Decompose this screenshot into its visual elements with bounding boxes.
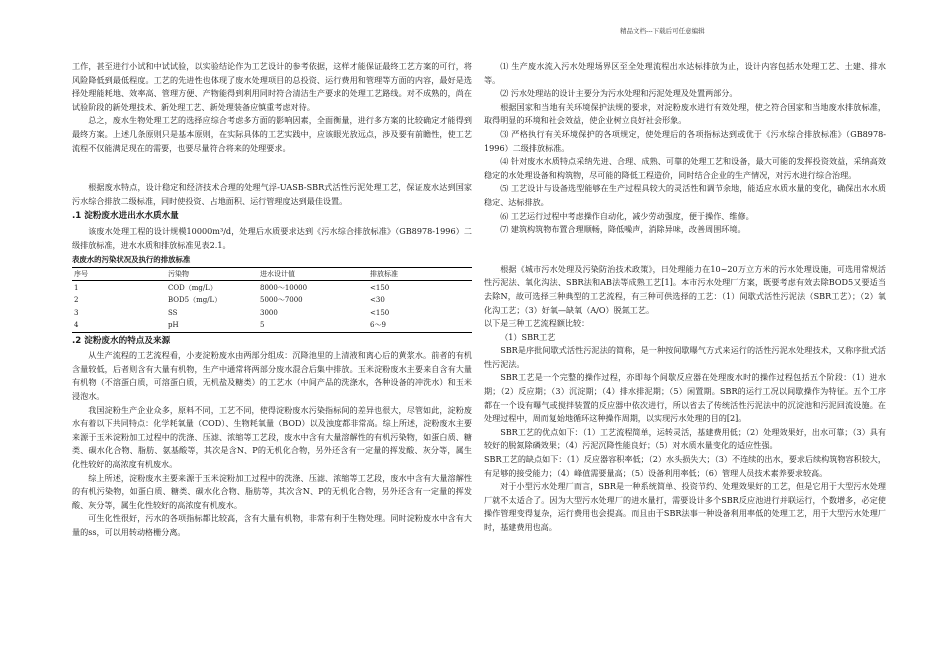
paragraph: ⑴ 生产废水流入污水处理场界区至全处理流程出水达标排放为止，设计内容包括水处理工艺、土建、排水等。 bbox=[484, 61, 886, 85]
table-cell: 5000～7000 bbox=[260, 296, 303, 305]
table-cell: 6～9 bbox=[370, 321, 386, 330]
table-cell: pH bbox=[168, 321, 179, 330]
section-heading: .2 淀粉废水的特点及来源 bbox=[72, 335, 171, 346]
paragraph: 对于小型污水处理厂而言，SBR是一种系统简单、投资节约、处理效果好的工艺，但是它用于大型污水处理厂就不太适合了。因为大型污水处理厂的进水量打，需要设计多个SBR反应池进行并联运行，个数增多，必定使操作管理变得复杂，运行费用也会提高。而且由于SBR法事一种设备利用率低的处理工艺，用于大型污水处理厂时，基建费用也高。 bbox=[484, 481, 886, 532]
table-cell: 8000～10000 bbox=[260, 283, 308, 292]
paragraph: ⑺ 建筑构筑物布置合理顺畅，降低噪声，消除异味，改善周围环境。 bbox=[500, 224, 746, 235]
paragraph: SBR工艺的优点如下：（1）工艺流程简单，运转灵活，基建费用低；（2）处理效果好，出水可靠；（3）具有较好的脱氮除磷效果；（4）污泥沉降性能良好；（5）对水质水量变化的适应性强。 bbox=[484, 426, 886, 451]
table-cell: BOD5（mg/L） bbox=[168, 296, 222, 305]
paragraph: 我国淀粉生产企业众多，原料不同，工艺不同，使得淀粉废水污染指标间的差异也很大，尽管如此，淀粉废水有着以下共同特点：化学耗氧量（COD）、生物耗氧量（BOD）以及浊度都非常高。综上所述，淀粉废水主要来源于玉米淀粉加工过程中的洗涤、压滤、浓缩等工艺段，废水中含有大量溶解性的有机污染物，如蛋白质、糖类、碳水化合物、脂肪、氨基酸等，其次是含N、P的无机化合物，另外还含有一定量的挥发酸、灰分等，属生化性较好的高浓度有机废水。 bbox=[72, 404, 472, 470]
paragraph: 根据《城市污水处理及污染防治技术政策》，日处理能力在10~20万立方米的污水处理设施，可选用常规活性污泥法、氧化沟法、SBR法和AB法等成熟工艺[1]。本市污水处理厂方案，既要考虑有效去除BOD5又要适当去除N，故可选择三种典型的工艺流程，有三种可供选择的工艺：（1）间歇式活性污泥法（SBR工艺）；（2）氧化沟工艺；（3）好氧—缺氧（A/O）脱氮工艺。 bbox=[484, 263, 886, 315]
table-row bbox=[72, 281, 472, 294]
table-caption: 表废水的污染状况及执行的排放标准 bbox=[72, 255, 191, 265]
table-cell: COD（mg/L） bbox=[168, 283, 217, 292]
table-cell: <150 bbox=[370, 283, 390, 292]
table-header-row bbox=[72, 267, 472, 281]
paragraph: 可生化性很好，污水的各项指标都比较高，含有大量有机物，非常有利于生物处理。同时淀粉废水中含有大量的ss，可以用转动格栅分离。 bbox=[72, 513, 472, 537]
table-row bbox=[72, 319, 472, 332]
table-cell: SS bbox=[168, 308, 178, 317]
table-header-cell: 排放标准 bbox=[370, 270, 398, 279]
table-cell: 1 bbox=[74, 283, 79, 292]
paragraph: ⑷ 针对废水水质特点采纳先进、合理、成熟、可靠的处理工艺和设备，最大可能的发挥投资效益，采纳高效稳定的水处理设备和构筑物，尽可能的降低工程造价，同时结合企业的生产情况，对污水进行综合治理。 bbox=[484, 156, 886, 180]
paragraph: ⑹ 工艺运行过程中考虑操作自动化，减少劳动强度，便于操作、维修。 bbox=[500, 210, 754, 221]
paragraph: SBR工艺的缺点如下：（1）反应器容积率低；（2）水头损失大；（3）不连续的出水，要求后续构筑物容积较大，有足够的接受能力；（4）峰值需要量高；（5）设备利用率低；（6）管理人员技术素养要求较高。 bbox=[484, 454, 886, 478]
subsection-heading: （1）SBR工艺 bbox=[500, 331, 556, 342]
paragraph: ⑸ 工艺设计与设备选型能够在生产过程具较大的灵活性和调节余地，能适应水质水量的变化，确保出水水质稳定、达标排放。 bbox=[484, 183, 886, 207]
paragraph: 综上所述，淀粉废水主要来源于玉米淀粉加工过程中的洗涤、压滤、浓缩等工艺段，废水中含有大量溶解性的有机污染物，如蛋白质、糖类、碳水化合物、脂肪等，其次含N、P的无机化合物，另外还含有一定量的挥发酸、灰分等，属生化性较好的高浓度有机废水。 bbox=[72, 472, 472, 510]
paragraph: 以下是三种工艺流程额比较： bbox=[484, 318, 590, 329]
water-quality-table bbox=[72, 267, 472, 333]
table-cell: <150 bbox=[370, 308, 390, 317]
paragraph: 总之，废水生物处理工艺的选择应综合考虑多方面的影响因素，全面衡量，进行多方案的比较确定才能得到最终方案。上述几条原则只是基本原则，在实际具体的工艺实践中，应该眼光放远点，涉及要有前瞻性，使工艺流程不仅能满足现在的需要，也要尽量符合将来的处理要求。 bbox=[72, 115, 472, 153]
page-header-note: 精品文档---下载后可任意编辑 bbox=[620, 27, 705, 35]
paragraph: 根据国家和当地有关环境保护法规的要求，对淀粉废水进行有效处理，使之符合国家和当地废水排放标准，取得明显的环境和社会效益，使企业树立良好社会形象。 bbox=[484, 101, 886, 126]
table-row bbox=[72, 294, 472, 307]
paragraph: 该废水处理工程的设计规模10000m³/d，处理后水质要求达到《污水综合排放标准》（GB8978-1996）二级排放标准，进水水质和排放标准见表2.1。 bbox=[72, 225, 472, 250]
table-cell: 2 bbox=[74, 296, 79, 305]
table-cell: 4 bbox=[74, 321, 79, 330]
right-column bbox=[484, 60, 886, 535]
paragraph: 根据废水特点，设计稳定和经济技术合理的处理气浮-UASB-SBR式活性污泥处理工艺，保证废水达到国家污水综合排放二级标准，同时使投资、占地面积、运行管理度达到最佳设置。 bbox=[72, 182, 472, 206]
section-heading: .1 淀粉废水进出水水质水量 bbox=[72, 211, 179, 222]
left-column bbox=[72, 60, 472, 540]
paragraph: ⑶ 严格执行有关环境保护的各项规定，使处理后的各项指标达到或优于《污水综合排放标准》（GB8978-1996）二级排放标准。 bbox=[484, 128, 886, 153]
paragraph: SBR工艺是一个完整的操作过程，亦即每个间歇反应器在处理废水时的操作过程包括五个阶段：（1）进水期；（2）反应期；（3）沉淀期；（4）排水排泥期；（5）闲置期。SBR的运行工况以间歇操作为特征。五个工序都在一个设有曝气或搅拌装置的反应器中依次进行，所以省去了传统活性污泥法中的沉淀池和污泥回流设施。在处理过程中，周而复始地循环这种操作周期，以实现污水处理的目的[2]。 bbox=[484, 372, 886, 424]
table-cell: 3 bbox=[74, 308, 79, 317]
paragraph: 从生产流程的工艺流程看，小麦淀粉废水由两部分组成：沉降池里的上清液和离心后的黄浆水。前者的有机含量较低，后者则含有大量有机物，生产中通常将两部分废水混合后集中排放。玉米淀粉废水主要来自含有大量有机物（不溶蛋白质，可溶蛋白质，无机盐及糖类）的工艺水（中间产品的洗涤水，各种设备的冲洗水）和玉米浸泡水。 bbox=[72, 350, 472, 402]
table-row bbox=[72, 307, 472, 320]
paragraph: ⑵ 污水处理站的设计主要分为污水处理和污泥处理及处置两部分。 bbox=[500, 88, 738, 99]
paragraph: SBR是序批间歇式活性污泥法的简称，是一种按间歇曝气方式来运行的活性污泥水处理技术，又称序批式活性污泥法。 bbox=[484, 345, 886, 369]
table-cell: 3000 bbox=[260, 308, 278, 317]
table-cell: <30 bbox=[370, 296, 385, 305]
table-header-cell: 污染物 bbox=[168, 270, 189, 279]
table-cell: 5 bbox=[260, 321, 265, 330]
table-header-cell: 序号 bbox=[74, 270, 88, 279]
paragraph: 工作，甚至进行小试和中试试验，以实验结论作为工艺设计的参考依据，这样才能保证最终工艺方案的可行，将风险降低到最低程度。工艺的先进性也体现了废水处理项目的总投资、运行费用和管理等方面的内容，最好是选择处理能耗地、效率高、管理方便、产物能得到利用同时符合清洁生产要求的处理工艺路线。对不成熟的，尚在试验阶段的新处理技术、新处理工艺、新处理装备应慎重考虑对待。 bbox=[72, 61, 472, 112]
table-header-cell: 进水设计值 bbox=[260, 270, 295, 279]
